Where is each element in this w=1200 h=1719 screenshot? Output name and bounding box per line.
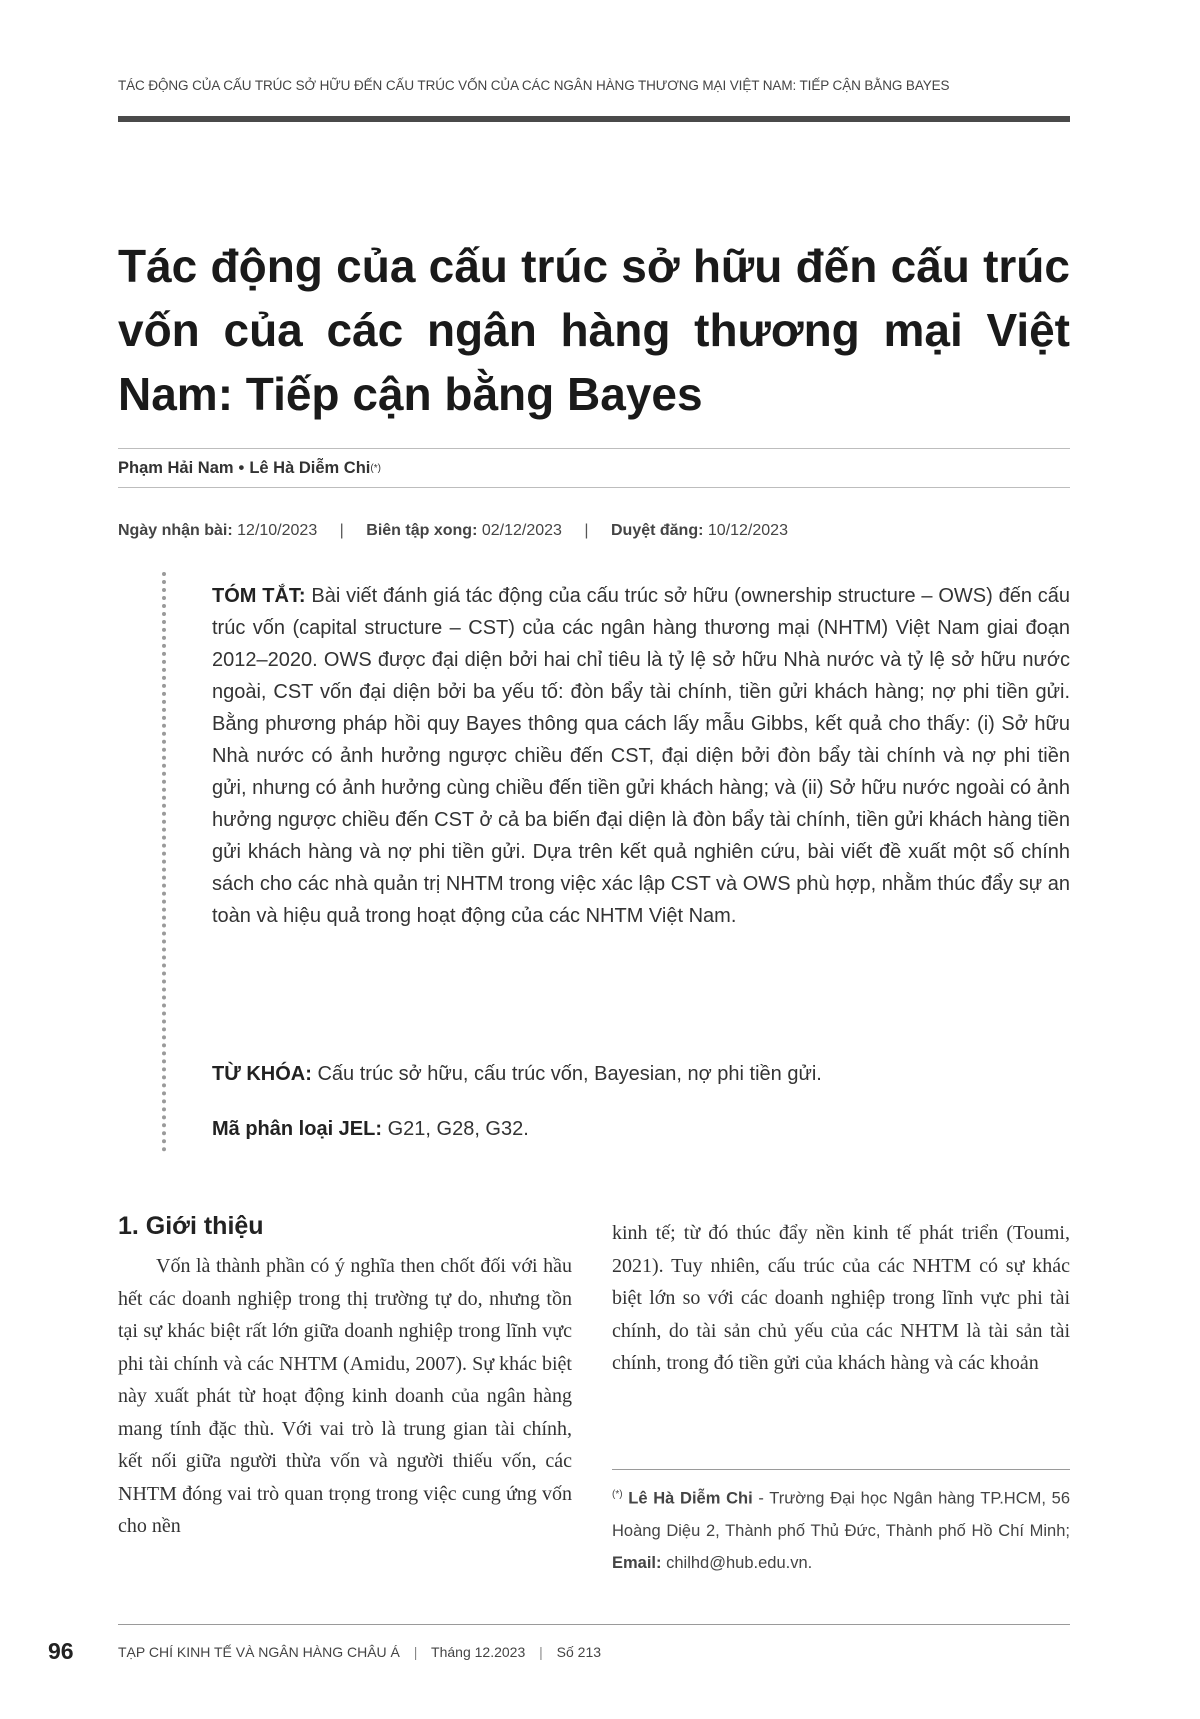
footer-divider: | (413, 1644, 418, 1660)
accepted-date: 10/12/2023 (707, 522, 788, 539)
body-column-left: Vốn là thành phần có ý nghĩa then chốt đối với hầu hết các doanh nghiệp trong thị trường tự do, nhưng tồn tại sự khác biệt rất lớn giữa doanh nghiệp trong lĩnh vực phi tài chính và các NHTM (Amidu, 2007). Sự khác biệt này xuất phát từ hoạt động kinh doanh của ngân hàng mang tính đặc thù. Với vai trò là trung gian tài chính, kết nối giữa người thừa vốn và người thiếu vốn, các NHTM đóng vai trò quan trọng trong việc cung ứng vốn cho nền (118, 1255, 572, 1537)
issue-number: Số 213 (556, 1644, 602, 1660)
received-date: 12/10/2023 (237, 522, 318, 539)
header-rule (118, 116, 1070, 122)
footer-divider: | (539, 1644, 543, 1660)
keywords-text: Cấu trúc sở hữu, cấu trúc vốn, Bayesian, nợ phi tiền gửi. (317, 1063, 822, 1085)
date-divider: | (339, 522, 344, 539)
jel-text: G21, G28, G32. (387, 1118, 529, 1140)
jel-codes (212, 1113, 1070, 1145)
body-column-right: kinh tế; từ đó thúc đẩy nền kinh tế phát triển (Toumi, 2021). Tuy nhiên, cấu trúc của các NHTM có sự khác biệt lớn so với các doanh nghiệp trong lĩnh vực phi tài chính, do tài sản chủ yếu của các NHTM là tài sản tài chính, trong đó tiền gửi của khách hàng và các khoản (612, 1222, 1070, 1374)
footnote-email: chilhd@hub.edu.vn. (661, 1553, 813, 1572)
keywords-label: TỪ KHÓA: (212, 1063, 312, 1085)
author-separator: • (238, 458, 245, 477)
footnote-author-name: Lê Hà Diễm Chi (628, 1489, 753, 1508)
journal-footer (118, 1644, 601, 1660)
issue-month: Tháng 12.2023 (431, 1644, 526, 1660)
article-title: Tác động của cấu trúc sở hữu đến cấu trúc vốn của các ngân hàng thương mại Việt Nam: Tiếp cận bằng Bayes (118, 240, 1070, 420)
received-label: Ngày nhận bài: (118, 522, 233, 539)
footnote-rule (612, 1469, 1070, 1470)
edited-date: 02/12/2023 (481, 522, 562, 539)
page-number: 96 (48, 1638, 74, 1664)
jel-label: Mã phân loại JEL: (212, 1118, 383, 1140)
author-line (118, 448, 1070, 488)
journal-name: TẠP CHÍ KINH TẾ VÀ NGÂN HÀNG CHÂU Á (118, 1644, 400, 1660)
author-name-2: Lê Hà Diễm Chi (249, 458, 371, 477)
footnote-email-label: Email: (612, 1553, 662, 1572)
author-footnote-marker: (*) (370, 462, 381, 474)
abstract-label: TÓM TẮT: (212, 585, 306, 607)
footer-rule (118, 1624, 1070, 1625)
running-header: TÁC ĐỘNG CỦA CẤU TRÚC SỞ HỮU ĐẾN CẤU TRÚC VỐN CỦA CÁC NGÂN HÀNG THƯƠNG MẠI VIỆT NAM: TIẾP CẬN BẰNG BAYES (118, 78, 950, 93)
accepted-label: Duyệt đăng: (610, 522, 704, 539)
keywords (212, 1058, 1070, 1090)
edited-label: Biên tập xong: (366, 522, 478, 539)
footnote-marker: (*) (612, 1489, 623, 1500)
abstract-text: Bài viết đánh giá tác động của cấu trúc sở hữu (ownership structure – OWS) đến cấu trúc vốn (capital structure – CST) của các ngân hàng thương mại (NHTM) Việt Nam giai đoạn 2012–2020. OWS được đại diện bởi hai chỉ tiêu là tỷ lệ sở hữu Nhà nước và tỷ lệ sở hữu nước ngoài, CST vốn đại diện bởi ba yếu tố: đòn bẩy tài chính, tiền gửi khách hàng; nợ phi tiền gửi. Bằng phương pháp hồi quy Bayes thông qua cách lấy mẫu Gibbs, kết quả cho thấy: (i) Sở hữu Nhà nước có ảnh hưởng ngược chiều đến CST, đại diện bởi đòn bẩy tài chính và nợ phi tiền gửi, nhưng có ảnh hưởng cùng chiều đến tiền gửi khách hàng; và (ii) Sở hữu nước ngoài có ảnh hưởng ngược chiều đến CST ở cả ba biến đại diện là đòn bẩy tài chính, tiền gửi khách hàng tiền gửi khách hàng và nợ phi tiền gửi. Dựa trên kết quả nghiên cứu, bài viết đề xuất một số chính sách cho các nhà quản trị NHTM trong việc xác lập CST và OWS phù hợp, nhằm thúc đẩy sự an toàn và hiệu quả trong hoạt động của các NHTM Việt Nam. (212, 585, 1071, 927)
footnote-affiliation: - Trường Đại học Ngân hàng TP.HCM, 56 Hoàng Diệu 2, Thành phố Thủ Đức, Thành phố Hồ Chí Minh; (612, 1489, 1070, 1540)
date-divider: | (584, 522, 589, 539)
abstract (212, 580, 1070, 932)
section-heading: 1. Giới thiệu (118, 1212, 264, 1240)
abstract-side-bar (162, 572, 166, 1152)
article-dates (118, 522, 1070, 540)
author-footnote (612, 1479, 1070, 1579)
author-name-1: Phạm Hải Nam (118, 458, 234, 477)
